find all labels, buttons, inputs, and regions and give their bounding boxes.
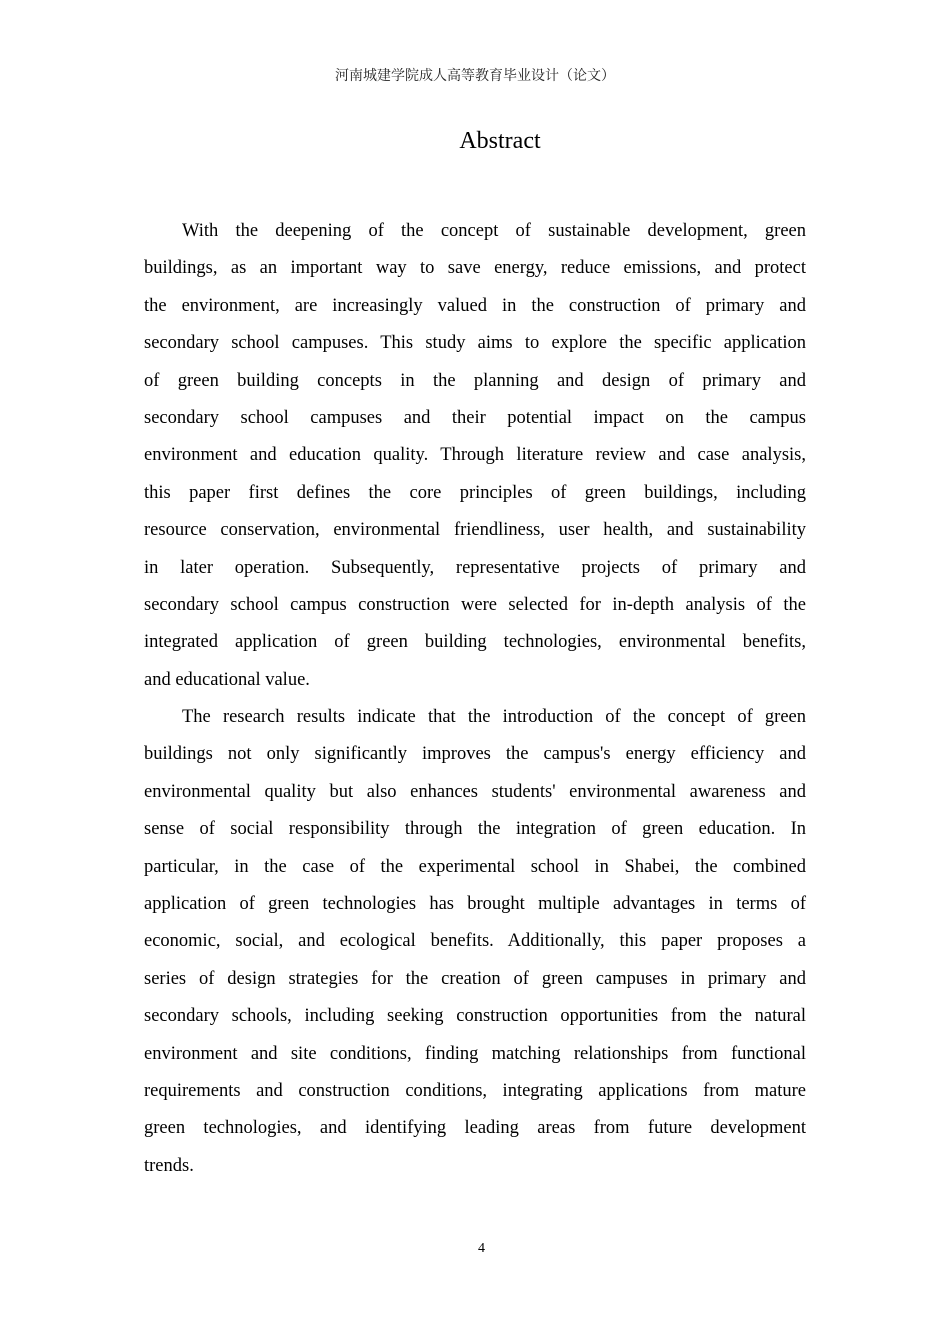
text-line: this paper first defines the core principles of green buildings, including (144, 482, 806, 503)
text-line: The research results indicate that the introduction of the concept of green (182, 707, 806, 728)
text-line: trends. (144, 1155, 194, 1176)
text-line: environmental quality but also enhances students' environmental awareness and (144, 781, 806, 802)
text-line: secondary school campus construction were selected for in-depth analysis of the (144, 594, 806, 615)
text-line: resource conservation, environmental friendliness, user health, and sustainability (144, 520, 806, 541)
abstract-body (144, 213, 806, 1185)
text-line: environment and site conditions, finding matching relationships from functional (144, 1043, 806, 1064)
text-line: series of design strategies for the creation of green campuses in primary and (144, 968, 806, 989)
text-line: sense of social responsibility through the integration of green education. In (144, 819, 806, 840)
text-line: economic, social, and ecological benefits. Additionally, this paper proposes a (144, 931, 806, 952)
text-line: buildings not only significantly improves the campus's energy efficiency and (144, 744, 806, 765)
text-line: and educational value. (144, 669, 310, 690)
text-line: integrated application of green building technologies, environmental benefits, (144, 632, 806, 653)
paragraph-1 (144, 213, 806, 699)
text-line: of green building concepts in the planning and design of primary and (144, 370, 806, 391)
text-line: environment and education quality. Through literature review and case analysis, (144, 445, 806, 466)
text-line: the environment, are increasingly valued in the construction of primary and (144, 295, 806, 316)
text-line: secondary school campuses and their potential impact on the campus (144, 407, 806, 428)
text-line: requirements and construction conditions, integrating applications from mature (144, 1080, 806, 1101)
page-title: Abstract (459, 128, 541, 154)
text-line: secondary school campuses. This study aims to explore the specific application (144, 333, 806, 354)
text-line: green technologies, and identifying leading areas from future development (144, 1118, 806, 1139)
text-line: application of green technologies has brought multiple advantages in terms of (144, 894, 806, 915)
text-line: With the deepening of the concept of sustainable development, green (182, 221, 806, 241)
text-line: secondary schools, including seeking construction opportunities from the natural (144, 1006, 806, 1027)
running-header: 河南城建学院成人高等教育毕业设计（论文） (335, 68, 615, 84)
text-line: buildings, as an important way to save energy, reduce emissions, and protect (144, 258, 806, 279)
text-line: particular, in the case of the experimental school in Shabei, the combined (144, 856, 806, 877)
paragraph-2 (144, 699, 806, 1185)
page-number: 4 (478, 1241, 485, 1256)
text-line: in later operation. Subsequently, representative projects of primary and (144, 557, 806, 578)
